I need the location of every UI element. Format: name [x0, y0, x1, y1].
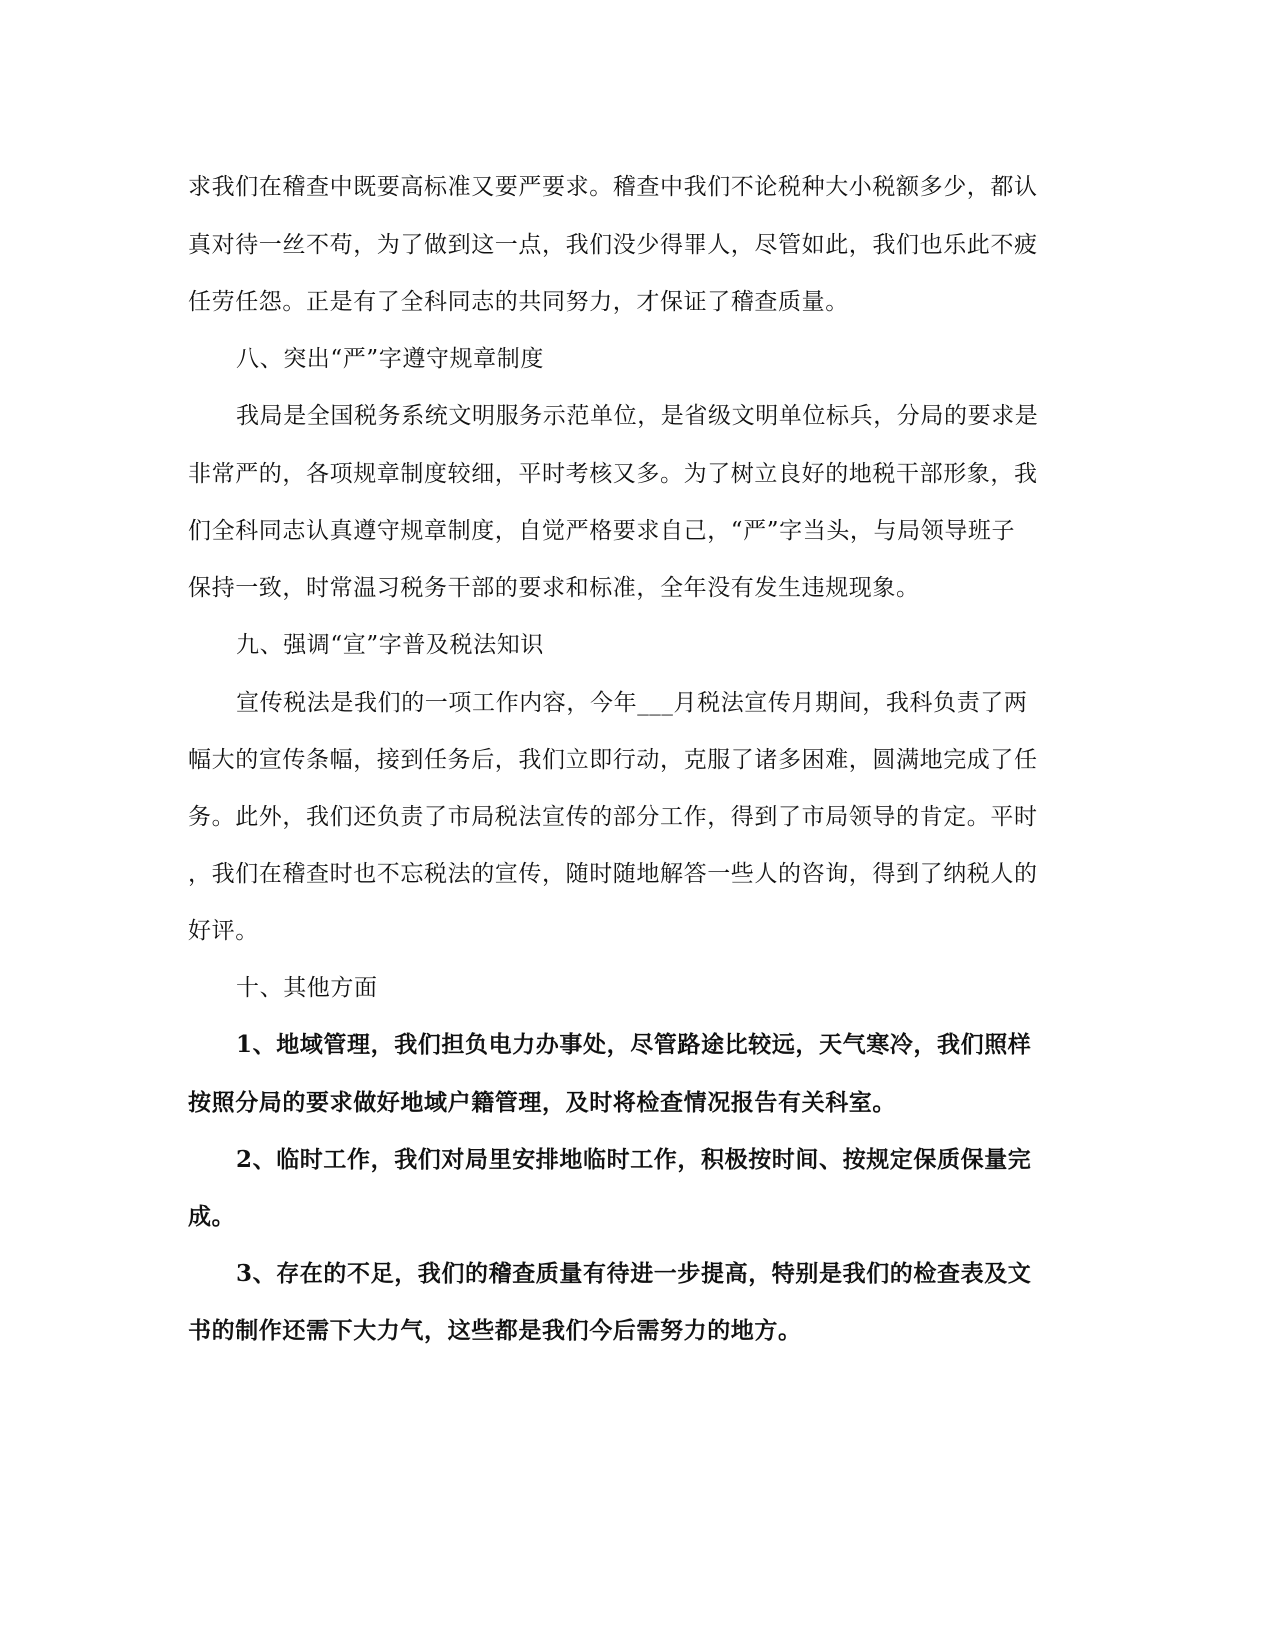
paragraph-line: 成。: [188, 1203, 236, 1230]
paragraph-line: 非常严的，各项规章制度较细，平时考核又多。为了树立良好的地税干部形象，我: [188, 461, 1038, 487]
section-heading: 九、强调“宣”字普及税法知识: [236, 632, 544, 658]
section-heading: 十、其他方面: [236, 975, 378, 1001]
paragraph-line: 真对待一丝不苟，为了做到这一点，我们没少得罪人，尽管如此，我们也乐此不疲: [188, 232, 1038, 258]
paragraph-line: 幅大的宣传条幅，接到任务后，我们立即行动，克服了诸多困难，圆满地完成了任: [188, 747, 1038, 773]
paragraph-line: 务。此外，我们还负责了市局税法宣传的部分工作，得到了市局领导的肯定。平时: [188, 804, 1038, 830]
paragraph-line: 我局是全国税务系统文明服务示范单位，是省级文明单位标兵，分局的要求是: [236, 403, 1039, 429]
paragraph-line: ，我们在稽查时也不忘税法的宣传，随时随地解答一些人的咨询，得到了纳税人的: [188, 861, 1038, 887]
paragraph-line: 按照分局的要求做好地域户籍管理，及时将检查情况报告有关科室。: [188, 1089, 896, 1116]
paragraph-line: 求我们在稽查中既要高标准又要严要求。稽查中我们不论税种大小税额多少，都认: [188, 174, 1038, 200]
paragraph-line: 任劳任怨。正是有了全科同志的共同努力，才保证了稽查质量。: [188, 289, 849, 315]
paragraph-line: 保持一致，时常温习税务干部的要求和标准，全年没有发生违规现象。: [188, 575, 920, 601]
paragraph-line: 1、地域管理，我们担负电力办事处，尽管路途比较远，天气寒冷，我们照样: [236, 1031, 1032, 1058]
paragraph-line: 宣传税法是我们的一项工作内容，今年___月税法宣传月期间，我科负责了两: [236, 690, 1028, 716]
paragraph-line: 好评。: [188, 918, 259, 944]
paragraph-line: 3、存在的不足，我们的稽查质量有待进一步提高，特别是我们的检查表及文: [236, 1260, 1032, 1287]
paragraph-line: 书的制作还需下大力气，这些都是我们今后需努力的地方。: [188, 1317, 802, 1344]
paragraph-line: 们全科同志认真遵守规章制度，自觉严格要求自己，“严”字当头，与局领导班子: [188, 518, 1016, 544]
section-heading: 八、突出“严”字遵守规章制度: [236, 346, 544, 372]
paragraph-line: 2、临时工作，我们对局里安排地临时工作，积极按时间、按规定保质保量完: [236, 1146, 1032, 1173]
